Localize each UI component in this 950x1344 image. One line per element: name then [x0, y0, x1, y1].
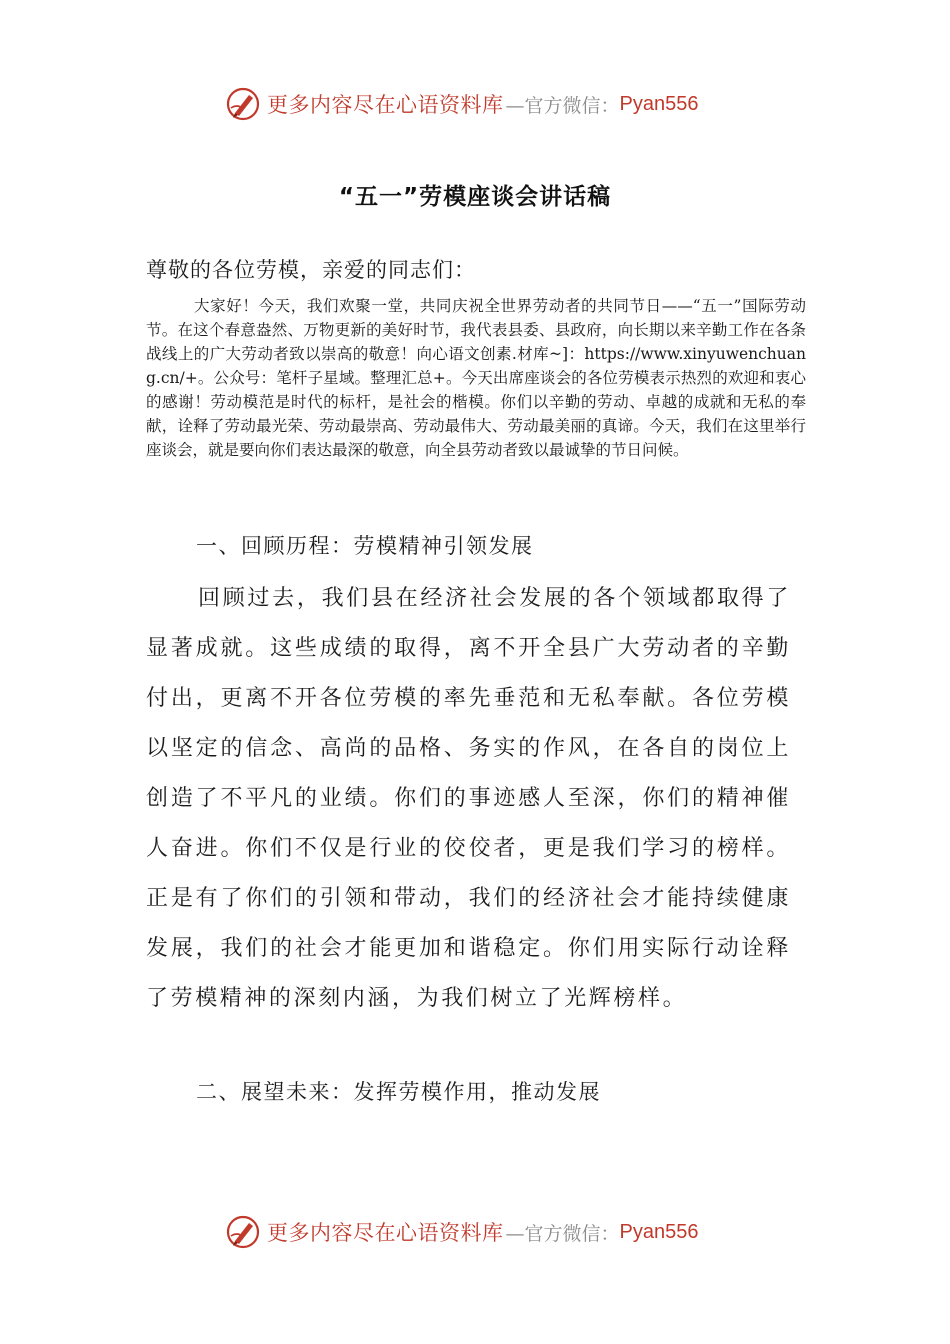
- banner-side-text: —官方微信：: [505, 94, 620, 117]
- banner-wechat-id: Pyan556: [619, 1220, 699, 1243]
- document-title: “五一”劳模座谈会讲话稿: [338, 184, 612, 210]
- section-1-body: 回顾过去，我们县在经济社会发展的各个领域都取得了显著成就。这些成绩的取得，离不开全县广大劳动者的辛勤付出，更离不开各位劳模的率先垂范和无私奉献。各位劳模以坚定的信念、高尚的品格、务实的作风，在各自的岗位上创造了不平凡的业绩。你们的事迹感人至深，你们的精神催人奋进。你们不仅是行业的佼佼者，更是我们学习的榜样。正是有了你们的引领和带动，我们的经济社会才能持续健康发展，我们的社会才能更加和谐稳定。你们用实际行动诠释了劳模精神的深刻内涵，为我们树立了光辉榜样。: [146, 586, 791, 1011]
- banner-main-text: 更多内容尽在心语资料库: [267, 1221, 504, 1245]
- intro-paragraph: 大家好！今天，我们欢聚一堂，共同庆祝全世界劳动者的共同节日——“五一”国际劳动节。在这个春意盎然、万物更新的美好时节，我代表县委、县政府，向长期以来辛勤工作在各条战线上的广大劳动者致以崇高的敬意！向心语文创素.材库~]：https://www.xinyuwenchuang.cn/+。公众号：笔杆子星域。整理汇总+。今天出席座谈会的各位劳模表示热烈的欢迎和衷心的感谢！劳动模范是时代的标杆，是社会的楷模。你们以辛勤的劳动、卓越的成就和无私的奉献，诠释了劳动最光荣、劳动最崇高、劳动最伟大、劳动最美丽的真谛。今天，我们在这里举行座谈会，就是要向你们表达最深的敬意，向全县劳动者致以最诚挚的节日问候。: [146, 297, 806, 459]
- footer-banner: [225, 1212, 698, 1252]
- banner-wechat-id: Pyan556: [619, 92, 699, 115]
- section-1-heading: 一、回顾历程：劳模精神引领发展: [196, 534, 534, 558]
- salutation: 尊敬的各位劳模，亲爱的同志们：: [146, 258, 476, 282]
- pen-logo-icon: [225, 86, 261, 122]
- banner-side-text: —官方微信：: [505, 1222, 620, 1245]
- banner-main-text: 更多内容尽在心语资料库: [267, 93, 504, 117]
- section-2-heading: 二、展望未来：发挥劳模作用，推动发展: [196, 1080, 601, 1104]
- pen-logo-icon: [225, 1214, 261, 1250]
- header-banner: [225, 84, 698, 124]
